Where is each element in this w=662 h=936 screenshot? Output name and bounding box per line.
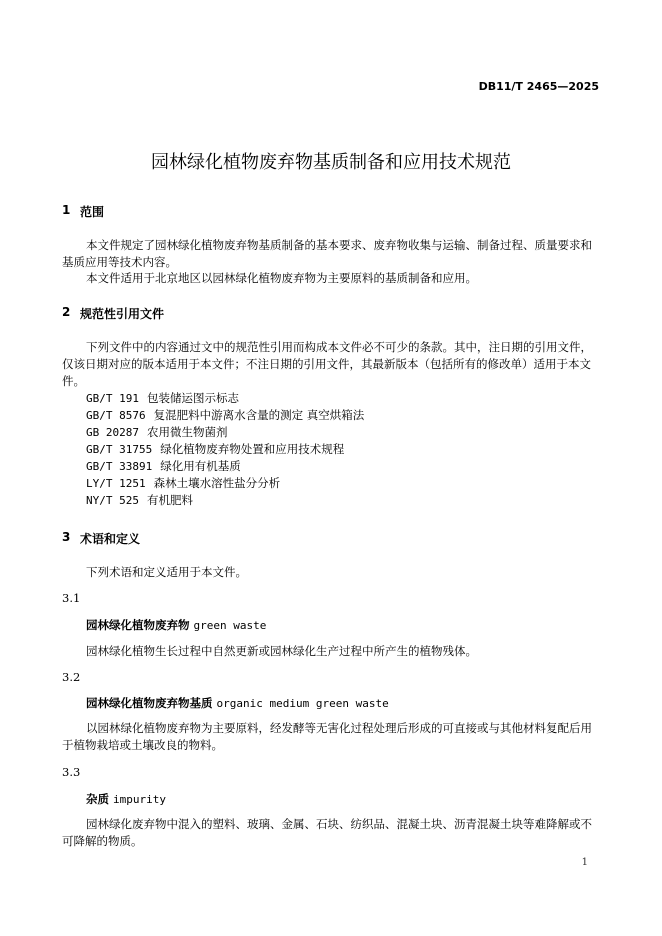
term-definition: 园林绿化植物生长过程中自然更新或园林绿化生产过程中所产生的植物残体。 bbox=[86, 644, 477, 658]
section-3-number: 3 bbox=[62, 530, 71, 544]
reference-item bbox=[86, 458, 241, 474]
reference-code: GB/T 8576 bbox=[86, 409, 146, 422]
section-2-heading: 规范性引用文件 bbox=[80, 307, 165, 321]
reference-item bbox=[86, 475, 280, 491]
reference-name: 有机肥料 bbox=[146, 493, 193, 507]
section-1-heading: 范围 bbox=[80, 205, 105, 219]
reference-item bbox=[86, 390, 239, 406]
reference-item bbox=[86, 424, 227, 440]
term-name: 园林绿化植物废弃物 bbox=[86, 618, 190, 632]
reference-code: GB 20287 bbox=[86, 426, 139, 439]
reference-name: 复混肥料中游离水含量的测定 真空烘箱法 bbox=[153, 408, 365, 422]
document-title: 园林绿化植物废弃物基质制备和应用技术规范 bbox=[151, 152, 511, 173]
section-3-paragraph-1: 下列术语和定义适用于本文件。 bbox=[86, 565, 247, 579]
reference-name: 森林土壤水溶性盐分分析 bbox=[153, 476, 281, 490]
reference-item bbox=[86, 441, 344, 457]
term-english: impurity bbox=[113, 793, 166, 806]
reference-item bbox=[86, 492, 193, 508]
term-english: green waste bbox=[193, 619, 267, 632]
reference-code: NY/T 525 bbox=[86, 494, 139, 507]
reference-item bbox=[86, 407, 364, 423]
reference-name: 农用微生物菌剂 bbox=[146, 425, 228, 439]
term-number: 3.2 bbox=[62, 670, 81, 684]
section-1-paragraph-1: 本文件规定了园林绿化植物废弃物基质制备的基本要求、废弃物收集与运输、制备过程、质量要求和基质应用等技术内容。 bbox=[62, 238, 592, 269]
term-title bbox=[86, 695, 389, 711]
reference-name: 绿化用有机基质 bbox=[160, 459, 241, 473]
document-code: DB11/T 2465—2025 bbox=[478, 80, 599, 93]
reference-code: GB/T 191 bbox=[86, 392, 139, 405]
reference-name: 绿化植物废弃物处置和应用技术规程 bbox=[160, 442, 345, 456]
reference-code: GB/T 33891 bbox=[86, 460, 153, 473]
term-number: 3.1 bbox=[62, 591, 81, 605]
reference-code: LY/T 1251 bbox=[86, 477, 146, 490]
term-title bbox=[86, 617, 266, 633]
section-1-paragraph-2: 本文件适用于北京地区以园林绿化植物废弃物为主要原料的基质制备和应用。 bbox=[86, 271, 477, 285]
term-name: 杂质 bbox=[86, 792, 109, 806]
term-definition: 园林绿化废弃物中混入的塑料、玻璃、金属、石块、纺织品、混凝土块、沥青混凝土块等难降解或不可降解的物质。 bbox=[62, 817, 592, 848]
section-2-number: 2 bbox=[62, 305, 71, 319]
section-2-paragraph-1: 下列文件中的内容通过文中的规范性引用而构成本文件必不可少的条款。其中，注日期的引用文件，仅该日期对应的版本适用于本文件；不注日期的引用文件，其最新版本（包括所有的修改单）适用于本文件。 bbox=[62, 340, 592, 388]
section-1-number: 1 bbox=[62, 203, 71, 217]
term-number: 3.3 bbox=[62, 765, 81, 779]
term-name: 园林绿化植物废弃物基质 bbox=[86, 696, 213, 710]
term-english: organic medium green waste bbox=[216, 697, 389, 710]
page-number: 1 bbox=[581, 857, 588, 868]
reference-name: 包装储运图示标志 bbox=[146, 391, 239, 405]
reference-code: GB/T 31755 bbox=[86, 443, 153, 456]
section-3-heading: 术语和定义 bbox=[80, 532, 141, 546]
term-title bbox=[86, 791, 166, 807]
term-definition: 以园林绿化植物废弃物为主要原料，经发酵等无害化过程处理后形成的可直接或与其他材料复配后用于植物栽培或土壤改良的物料。 bbox=[62, 721, 592, 752]
